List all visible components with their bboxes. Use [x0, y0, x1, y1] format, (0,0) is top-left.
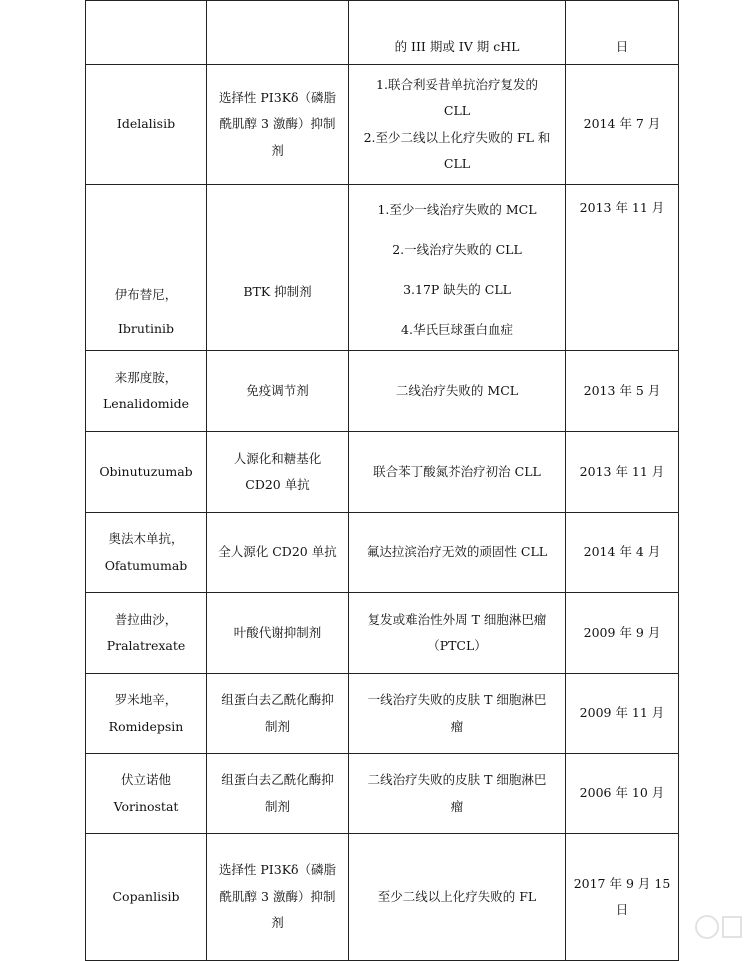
indication-cell — [349, 351, 566, 432]
table-row — [86, 674, 679, 754]
drug-cell — [86, 513, 207, 593]
drug-text: 奥法木单抗， — [108, 531, 184, 546]
drug-text: 罗米地辛， — [114, 692, 178, 707]
indication-cell — [349, 513, 566, 593]
drug-text: 普拉曲沙， — [114, 611, 178, 627]
drug-cell — [86, 351, 207, 432]
drug-text: Obinutuzumab — [99, 463, 193, 479]
drug-text: Ofatumumab — [104, 557, 188, 573]
mechanism-cell — [207, 185, 349, 351]
table-row — [86, 185, 679, 351]
date-text: 2014 年 4 月 — [583, 544, 661, 560]
date-text: 2017 年 9 月 15 — [573, 875, 671, 891]
indication-text: CLL — [443, 156, 471, 171]
table-row — [86, 65, 679, 185]
drug-cell — [86, 834, 207, 961]
indication-cell — [349, 754, 566, 834]
indication-cell — [349, 674, 566, 754]
mechanism-text: CD20 单抗 — [245, 477, 310, 492]
drug-cell — [86, 432, 207, 513]
mechanism-cell — [207, 1, 349, 65]
mechanism-cell — [207, 834, 349, 961]
indication-text: 瘤 — [450, 718, 464, 734]
drug-text: 伏立诺他 — [120, 772, 171, 787]
drug-text: 来那度胺， — [114, 369, 178, 385]
indication-cell — [349, 593, 566, 674]
mechanism-text: 酰肌醇 3 激酶）抑制 — [219, 888, 336, 904]
date-text: 日 — [615, 38, 629, 54]
indication-text: 至少二线以上化疗失败的 FL — [377, 888, 537, 904]
mechanism-text: 剂 — [271, 915, 284, 931]
date-text: 2006 年 10 月 — [579, 785, 665, 801]
mechanism-text: 酰肌醇 3 激酶）抑制 — [219, 116, 336, 132]
mechanism-cell — [207, 593, 349, 674]
mechanism-text: 选择性 PI3Kδ（磷脂 — [218, 862, 337, 878]
indication-text: CLL — [443, 103, 471, 118]
date-cell — [566, 65, 679, 185]
mechanism-cell — [207, 754, 349, 834]
date-cell — [566, 1, 679, 65]
mechanism-text: 制剂 — [264, 718, 290, 734]
drug-text: Romidepsin — [108, 718, 184, 734]
mechanism-text: 组蛋白去乙酰化酶抑 — [221, 772, 334, 787]
mechanism-cell — [207, 513, 349, 593]
drug-text: Lenalidomide — [103, 396, 189, 411]
date-text: 2014 年 7 月 — [583, 116, 661, 132]
date-text: 2013 年 11 月 — [579, 463, 665, 479]
date-cell — [566, 432, 679, 513]
date-cell — [566, 351, 679, 432]
drug-cell — [86, 674, 207, 754]
drug-cell — [86, 1, 207, 65]
mechanism-cell — [207, 432, 349, 513]
date-cell — [566, 674, 679, 754]
drug-cell — [86, 65, 207, 185]
table-row — [86, 593, 679, 674]
table-row — [86, 834, 679, 961]
indication-cell — [349, 65, 566, 185]
watermark-logo-icon — [693, 907, 745, 947]
date-text: 2013 年 5 月 — [583, 382, 661, 398]
indication-text: 3.17P 缺失的 CLL — [403, 282, 511, 297]
date-text: 2013 年 11 月 — [579, 200, 665, 215]
drug-text: Idelalisib — [116, 116, 176, 132]
mechanism-text: 人源化和糖基化 — [233, 450, 322, 466]
drug-text: Pralatrexate — [106, 638, 186, 653]
indication-text: 氟达拉滨治疗无效的顽固性 CLL — [366, 544, 548, 560]
mechanism-text: 组蛋白去乙酰化酶抑 — [221, 692, 334, 707]
table-row — [86, 1, 679, 65]
date-text: 2009 年 9 月 — [583, 624, 661, 640]
indication-text: 一线治疗失败的皮肤 T 细胞淋巴 — [367, 692, 547, 707]
drug-cell — [86, 754, 207, 834]
indication-text: 1.联合利妥昔单抗治疗复发的 — [376, 76, 538, 92]
drug-cell — [86, 185, 207, 351]
date-text: 日 — [615, 902, 629, 917]
mechanism-cell — [207, 65, 349, 185]
date-cell — [566, 185, 679, 351]
mechanism-text: BTK 抑制剂 — [243, 284, 312, 299]
indication-text: 2.至少二线以上化疗失败的 FL 和 — [363, 129, 551, 145]
indication-text: 的 III 期或 IV 期 cHL — [394, 38, 520, 54]
table-row — [86, 432, 679, 513]
mechanism-text: 选择性 PI3Kδ（磷脂 — [218, 89, 337, 105]
indication-cell — [349, 1, 566, 65]
mechanism-text: 全人源化 CD20 单抗 — [218, 544, 337, 560]
mechanism-text: 免疫调节剂 — [246, 382, 309, 398]
drug-text: Ibrutinib — [117, 321, 175, 336]
indication-text: 1.至少一线治疗失败的 MCL — [377, 202, 537, 217]
drug-text: 伊布替尼， — [114, 287, 178, 302]
date-text: 2009 年 11 月 — [579, 705, 665, 721]
indication-cell — [349, 432, 566, 513]
date-cell — [566, 513, 679, 593]
indication-text: （PTCL） — [427, 638, 487, 653]
table-row — [86, 351, 679, 432]
indication-text: 复发或难治性外周 T 细胞淋巴瘤 — [367, 611, 547, 627]
mechanism-cell — [207, 351, 349, 432]
drug-text: Vorinostat — [113, 798, 179, 814]
drug-text: Copanlisib — [112, 888, 180, 904]
indication-text: 二线治疗失败的 MCL — [395, 382, 519, 398]
date-cell — [566, 834, 679, 961]
date-cell — [566, 593, 679, 674]
indication-text: 瘤 — [450, 798, 464, 814]
mechanism-text: 剂 — [271, 142, 284, 158]
drug-approval-table — [85, 0, 679, 961]
mechanism-text: 叶酸代谢抑制剂 — [233, 624, 322, 640]
date-cell — [566, 754, 679, 834]
mechanism-cell — [207, 674, 349, 754]
indication-text: 2.一线治疗失败的 CLL — [392, 242, 522, 257]
mechanism-text: 制剂 — [264, 798, 290, 814]
table-row — [86, 754, 679, 834]
indication-cell — [349, 185, 566, 351]
drug-cell — [86, 593, 207, 674]
indication-text: 二线治疗失败的皮肤 T 细胞淋巴 — [367, 772, 547, 787]
indication-text: 4.华氏巨球蛋白血症 — [401, 322, 513, 337]
indication-cell — [349, 834, 566, 961]
indication-text: 联合苯丁酸氮芥治疗初治 CLL — [373, 463, 541, 479]
table-row — [86, 513, 679, 593]
